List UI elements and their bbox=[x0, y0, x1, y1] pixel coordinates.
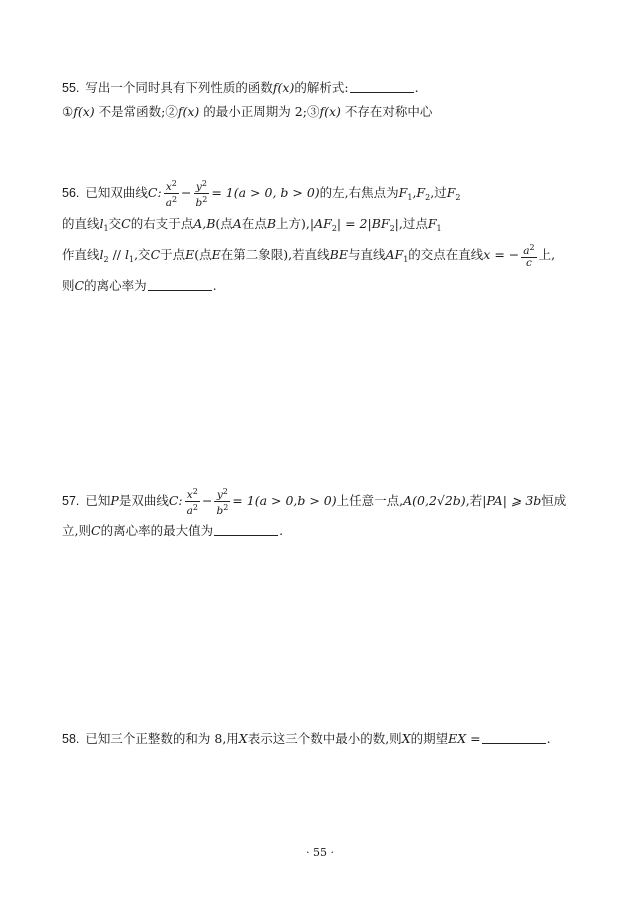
answer-blank bbox=[214, 522, 278, 536]
question-56-line-2: 的直线$l_1$交C的右支于点A,B(点A在点B上方)$,|AF_2| = 2|BF_2|$,过点$F_1$ bbox=[62, 216, 442, 233]
question-55 bbox=[62, 76, 602, 124]
question-text: 写出一个同时具有下列性质的函数 bbox=[85, 80, 273, 95]
circled-two: ② bbox=[165, 104, 178, 119]
question-56-line-1: 56. 已知双曲线C: $\frac{x^2}{a^2}$ − $\frac{y^2}{b^2}$ = 1(a > 0, b > 0)的左,右焦点为$F_1,F_2$,过$F_2$ bbox=[62, 179, 461, 209]
question-text: 的解析式: bbox=[294, 80, 349, 95]
question-number: 56. bbox=[62, 186, 80, 200]
question-number: 58. bbox=[62, 732, 80, 746]
answer-blank bbox=[482, 730, 546, 744]
question-57 bbox=[62, 486, 602, 545]
math-fx: f(x) bbox=[272, 80, 295, 95]
question-58-line-1: 58. 已知三个正整数的和为 8,用X表示这三个数中最小的数,则X的期望EX = . bbox=[62, 731, 551, 746]
page-number: · 55 · bbox=[306, 846, 334, 859]
question-56-line-3: 作直线$l_2 // l_1$,交C于点E(点E在第二象限),若直线BE与直线$AF_1$的交点在直线x = − $\frac{a^2}{c}$ 上, bbox=[62, 243, 556, 269]
question-56-line-4: 则C的离心率为 . bbox=[62, 278, 217, 293]
circled-three: ③ bbox=[306, 104, 320, 119]
question-57-line-1: 57. 已知P是双曲线C: $\frac{x^2}{a^2}$ − $\frac{y^2}{b^2}$ = 1(a > 0,b > 0)上任意一点,A(0,2√2b),若|PA| ⩾ 3b恒成 bbox=[62, 487, 567, 517]
fraction-y2-b2: $\frac{y^2}{b^2}$ bbox=[195, 179, 208, 209]
fraction-a2-c: $\frac{a^2}{c}$ bbox=[523, 243, 535, 269]
answer-blank bbox=[148, 277, 212, 291]
fraction-y2-b2: $\frac{y^2}{b^2}$ bbox=[216, 487, 229, 517]
question-55-line-2: ①f(x) 不是常函数;②f(x) 的最小正周期为 2;③f(x) 不存在对称中心 bbox=[62, 104, 433, 119]
question-number: 55. bbox=[62, 81, 80, 95]
question-58 bbox=[62, 727, 602, 751]
question-number: 57. bbox=[62, 494, 80, 508]
question-55-line-1: 55. 写出一个同时具有下列性质的函数f(x)的解析式: . bbox=[62, 80, 419, 95]
question-57-line-2: 立,则C的离心率的最大值为 . bbox=[62, 523, 284, 538]
circled-one: ① bbox=[62, 104, 74, 119]
answer-blank bbox=[350, 79, 414, 93]
fraction-x2-a2: $\frac{x^2}{a^2}$ bbox=[186, 487, 198, 517]
fraction-x2-a2: $\frac{x^2}{a^2}$ bbox=[165, 179, 178, 209]
question-56 bbox=[62, 178, 602, 299]
